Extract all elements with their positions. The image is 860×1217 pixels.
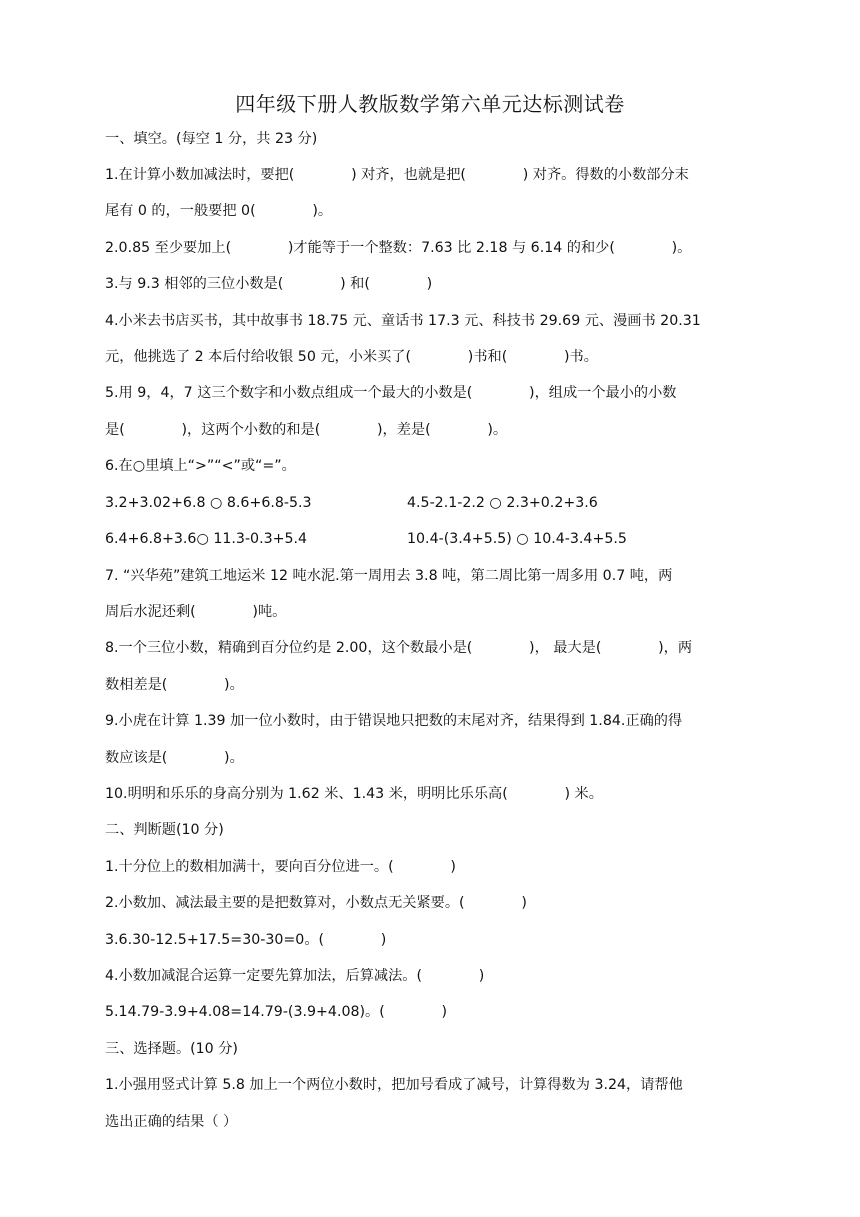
fill-q8-line2: 数相差是( )。 <box>105 677 244 693</box>
compare-r2c1: 6.4+6.8+3.6○ 11.3-0.3+5.4 <box>105 531 308 547</box>
fill-q2: 2.0.85 至少要加上( )才能等于一个整数：7.63 比 2.18 与 6.14 的和少( )。 <box>105 240 692 256</box>
judge-q1: 1.十分位上的数相加满十，要向百分位进一。( ) <box>105 859 456 875</box>
fill-q5-line1: 5.用 9，4，7 这三个数字和小数点组成一个最大的小数是( )，组成一个最小的小数 <box>105 385 677 401</box>
judge-q5: 5.14.79-3.9+4.08=14.79-(3.9+4.08)。( ) <box>105 1004 448 1020</box>
judge-q3: 3.6.30-12.5+17.5=30-30=0。( ) <box>105 932 387 948</box>
compare-r1c1: 3.2+3.02+6.8 ○ 8.6+6.8-5.3 <box>105 495 312 511</box>
judge-q2: 2.小数加、减法最主要的是把数算对，小数点无关紧要。( ) <box>105 895 527 911</box>
fill-q5-line2: 是( )，这两个小数的和是( )，差是( )。 <box>105 422 508 438</box>
compare-r2c2: 10.4-(3.4+5.5) ○ 10.4-3.4+5.5 <box>407 531 627 547</box>
fill-q6: 6.在○里填上“>”“<”或“=”。 <box>105 458 296 474</box>
fill-q1-line2: 尾有 0 的，一般要把 0( )。 <box>105 203 333 219</box>
section2-heading: 二、判断题(10 分) <box>105 822 224 838</box>
fill-q7-line2: 周后水泥还剩( )吨。 <box>105 604 287 620</box>
fill-q7-line1: 7. “兴华苑”建筑工地运米 12 吨水泥.第一周用去 3.8 吨，第二周比第一周多用 0.7 吨，两 <box>105 568 673 584</box>
fill-q9-line1: 9.小虎在计算 1.39 加一位小数时，由于错误地只把数的末尾对齐，结果得到 1.84.正确的得 <box>105 713 683 729</box>
fill-q9-line2: 数应该是( )。 <box>105 750 244 766</box>
fill-q4-line1: 4.小米去书店买书，其中故事书 18.75 元、童话书 17.3 元、科技书 29.69 元、漫画书 20.31 <box>105 313 701 329</box>
fill-q4-line2: 元，他挑选了 2 本后付给收银 50 元，小米买了( )书和( )书。 <box>105 349 598 365</box>
section1-heading: 一、填空。(每空 1 分，共 23 分) <box>105 131 318 147</box>
fill-q3: 3.与 9.3 相邻的三位小数是( ) 和( ) <box>105 276 433 292</box>
section3-heading: 三、选择题。(10 分) <box>105 1041 238 1057</box>
fill-q10: 10.明明和乐乐的身高分别为 1.62 米、1.43 米，明明比乐乐高( ) 米。 <box>105 786 603 802</box>
choice-q1-line1: 1.小强用竖式计算 5.8 加上一个两位小数时，把加号看成了减号，计算得数为 3.24，请帮他 <box>105 1077 683 1093</box>
fill-q1-line1: 1.在计算小数加减法时，要把( ) 对齐，也就是把( ) 对齐。得数的小数部分末 <box>105 167 689 183</box>
compare-row-1 <box>105 493 755 513</box>
fill-q8-line1: 8.一个三位小数，精确到百分位约是 2.00，这个数最小是( )， 最大是( )，两 <box>105 640 693 656</box>
compare-r1c2: 4.5-2.1-2.2 ○ 2.3+0.2+3.6 <box>407 495 598 511</box>
choice-q1-line2: 选出正确的结果（ ） <box>105 1114 238 1130</box>
judge-q4: 4.小数加减混合运算一定要先算加法，后算减法。( ) <box>105 968 485 984</box>
compare-row-2 <box>105 529 755 549</box>
page-title: 四年级下册人教版数学第六单元达标测试卷 <box>235 92 625 116</box>
